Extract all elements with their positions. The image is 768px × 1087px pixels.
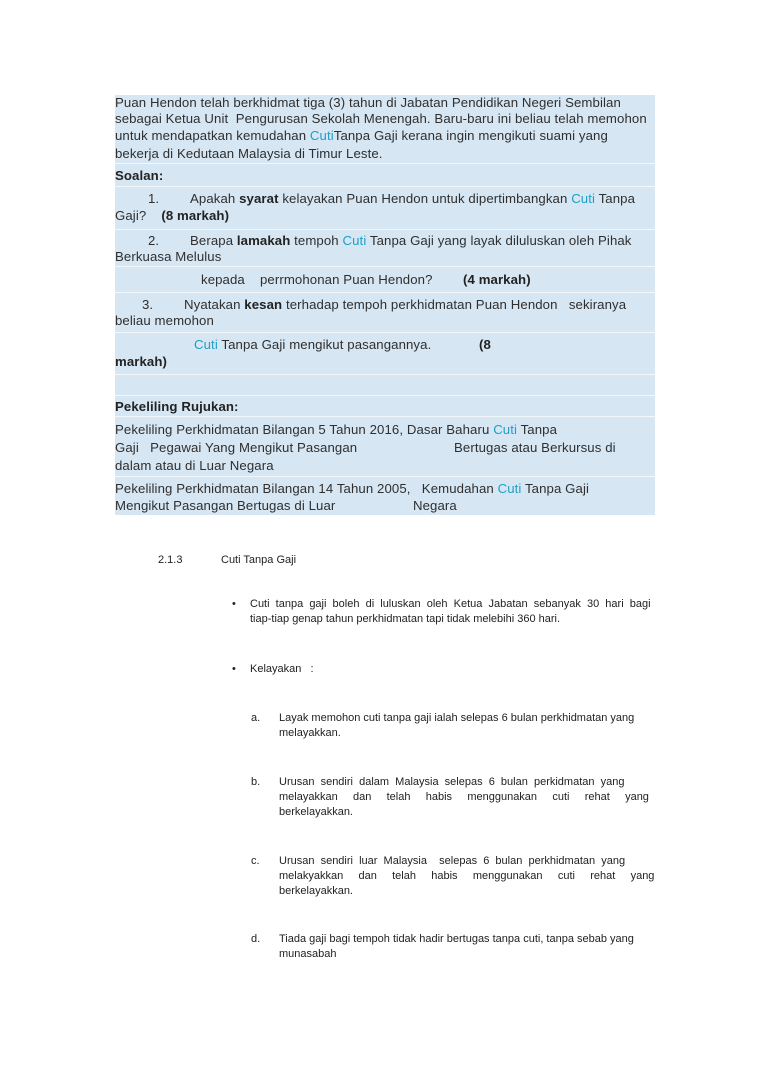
reference-1-cont: dalam atau di Luar Negara: [115, 458, 274, 473]
bullet-text-2: Kelayakan :: [250, 663, 314, 675]
question-3-cont: markah): [115, 354, 168, 369]
bullet-icon: •: [232, 663, 236, 675]
section-title: Cuti Tanpa Gaji: [221, 554, 297, 566]
intro-line: untuk mendapatkan kemudahan CutiTanpa Gaji kerana ingin mengikuti suami yang: [115, 128, 608, 143]
row-divider: [115, 395, 655, 396]
soalan-heading: Soalan:: [115, 168, 164, 183]
item-label: d.: [251, 933, 261, 945]
row-divider: [115, 416, 655, 417]
item-label: c.: [251, 855, 260, 867]
row-divider: [115, 163, 655, 164]
item-label: b.: [251, 776, 261, 788]
cuti-link: Cuti: [309, 128, 334, 143]
section-number: 2.1.3: [158, 554, 183, 566]
item-text: Urusan sendiri dalam Malaysia selepas 6 bulan perkidmatan yang melayakkan dan telah habis menggunakan cuti rehat yang berkelayakkan.: [279, 776, 649, 818]
reference-2-cont: Mengikut Pasangan Bertugas di Luar Negara: [115, 498, 457, 513]
question-1-cont: Gaji? (8 markah): [115, 208, 230, 223]
item-label: a.: [251, 712, 261, 724]
item-text: Tiada gaji bagi tempoh tidak hadir bertugas tanpa cuti, tanpa sebab yang munasabah: [279, 933, 634, 960]
bullet-icon: •: [232, 598, 236, 610]
pekeliling-heading: Pekeliling Rujukan:: [115, 399, 239, 414]
row-divider: [115, 476, 655, 477]
reference-1-cont: Gaji Pegawai Yang Mengikut Pasangan Bertugas atau Berkursus di: [115, 440, 616, 455]
row-divider: [115, 374, 655, 375]
row-divider: [115, 332, 655, 333]
row-divider: [115, 229, 655, 230]
intro-line: sebagai Ketua Unit Pengurusan Sekolah Menengah. Baru-baru ini beliau telah memohon: [115, 111, 647, 126]
intro-line: bekerja di Kedutaan Malaysia di Timur Leste.: [115, 146, 383, 161]
item-text: Layak memohon cuti tanpa gaji ialah selepas 6 bulan perkhidmatan yang melayakkan.: [279, 712, 635, 739]
reference-1: Pekeliling Perkhidmatan Bilangan 5 Tahun 2016, Dasar Baharu Cuti Tanpa: [115, 422, 558, 437]
intro-line: Puan Hendon telah berkhidmat tiga (3) tahun di Jabatan Pendidikan Negeri Sembilan: [115, 95, 621, 110]
question-2-cont: Berkuasa Melulus: [115, 249, 222, 264]
question-3-cont: beliau memohon: [115, 313, 214, 328]
reference-2: Pekeliling Perkhidmatan Bilangan 14 Tahun 2005, Kemudahan Cuti Tanpa Gaji: [115, 481, 590, 496]
item-text: Urusan sendiri luar Malaysia selepas 6 bulan perkhidmatan yang melakyakkan dan telah habis menggunakan cuti rehat yang berkelayakkan.: [279, 855, 655, 897]
row-divider: [115, 266, 655, 267]
bullet-text-1: Cuti tanpa gaji boleh di luluskan oleh Ketua Jabatan sebanyak 30 hari bagi tiap-tiap genap tahun perkhidmatan tapi tidak melebihi 360 hari.: [250, 598, 651, 625]
row-divider: [115, 292, 655, 293]
row-divider: [115, 186, 655, 187]
